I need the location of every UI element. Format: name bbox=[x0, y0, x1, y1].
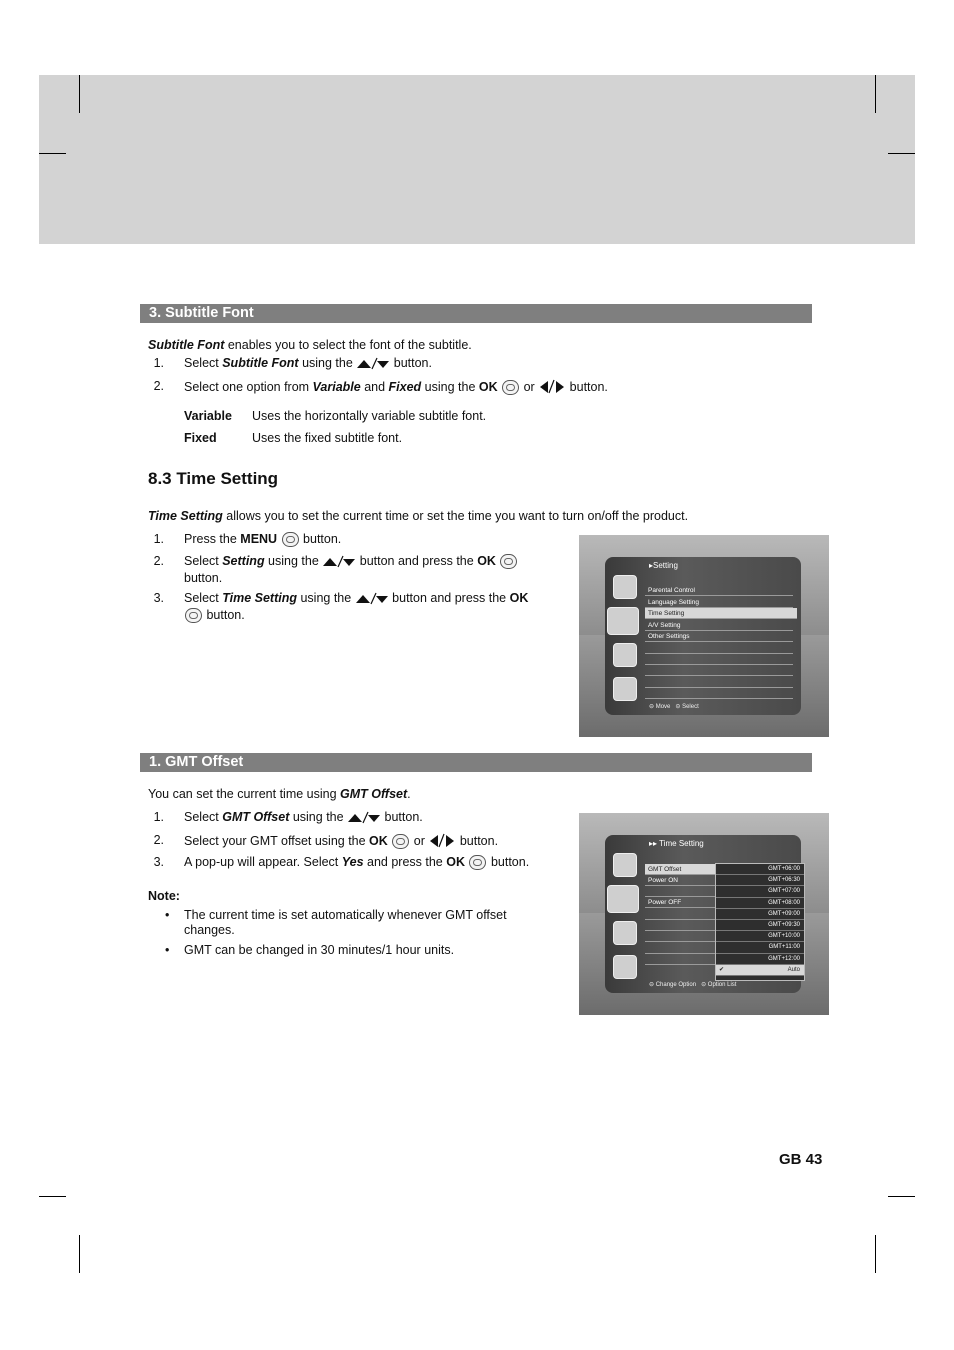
text: and bbox=[360, 380, 389, 394]
tv-screenshot-time-setting bbox=[579, 813, 829, 1015]
tools-icon bbox=[613, 955, 637, 979]
menu-item-time-setting[interactable]: Time Setting bbox=[645, 608, 797, 619]
menu-item-empty bbox=[645, 954, 715, 965]
text: A pop-up will appear. Select bbox=[184, 855, 342, 869]
ok-label: OK bbox=[446, 855, 465, 869]
tv-icon bbox=[613, 643, 637, 667]
bullet-dot: • bbox=[165, 943, 170, 957]
crop-mark bbox=[79, 75, 80, 113]
crop-mark bbox=[79, 1235, 80, 1273]
menu-item-power-off[interactable]: Power OFF bbox=[645, 897, 715, 908]
tv-screenshot-setting-menu bbox=[579, 535, 829, 737]
up-down-arrow-icon bbox=[355, 591, 389, 605]
ok-label: OK bbox=[478, 380, 498, 394]
text: using the bbox=[297, 591, 355, 605]
text: Select bbox=[184, 810, 223, 824]
menu-item-empty bbox=[645, 909, 715, 920]
ok-button-icon bbox=[185, 608, 202, 623]
up-down-arrow-icon bbox=[322, 554, 356, 568]
intro-subtitle-font bbox=[148, 338, 472, 353]
text: Select your GMT offset using the bbox=[184, 834, 370, 848]
option-term-fixed: Fixed bbox=[184, 431, 217, 445]
popup-option[interactable]: GMT+10:00 bbox=[716, 931, 804, 942]
up-down-arrow-icon bbox=[356, 356, 390, 370]
menu-item-other-settings[interactable]: Other Settings bbox=[645, 631, 793, 642]
note-label: Note: bbox=[148, 889, 180, 903]
popup-option[interactable]: GMT+07:00 bbox=[716, 886, 804, 897]
bullet-dot: • bbox=[165, 908, 170, 922]
step-number: 1. bbox=[153, 532, 164, 546]
section-heading-subtitle-font: 3. Subtitle Font bbox=[140, 304, 812, 323]
term: Time Setting bbox=[222, 591, 297, 605]
left-right-arrow-icon bbox=[428, 833, 456, 848]
left-right-arrow-icon bbox=[538, 379, 566, 394]
check-icon: ✔ bbox=[719, 966, 725, 973]
crop-mark bbox=[39, 153, 66, 154]
text: Select bbox=[184, 591, 223, 605]
popup-option[interactable]: GMT+12:00 bbox=[716, 954, 804, 965]
note-bullet-1-continued: changes. bbox=[184, 923, 235, 937]
text: . bbox=[407, 787, 411, 801]
menu-item-empty bbox=[645, 677, 793, 688]
menu-item-power-on[interactable]: Power ON bbox=[645, 875, 715, 886]
step-number: 3. bbox=[153, 591, 164, 605]
text: button. bbox=[487, 855, 530, 869]
ok-button-icon bbox=[500, 554, 517, 569]
tv-icon bbox=[613, 921, 637, 945]
popup-option[interactable]: GMT+11:00 bbox=[716, 942, 804, 953]
parental-icon bbox=[613, 575, 637, 599]
section-title-time-setting: 8.3 Time Setting bbox=[148, 469, 279, 488]
term: Time Setting bbox=[148, 509, 223, 523]
ok-label: OK bbox=[369, 834, 388, 848]
text: using the bbox=[298, 356, 357, 370]
settings-icon bbox=[607, 885, 639, 913]
crop-mark bbox=[875, 75, 876, 113]
term: GMT Offset bbox=[222, 810, 290, 824]
term: Subtitle Font bbox=[148, 338, 225, 352]
step-number: 2. bbox=[153, 554, 164, 568]
menu-item-empty bbox=[645, 920, 715, 931]
screen-title: ▸▸ Time Setting bbox=[649, 839, 704, 848]
ok-button-icon bbox=[392, 834, 409, 849]
term: Fixed bbox=[388, 380, 422, 394]
menu-item-language-setting[interactable]: Language Setting bbox=[645, 597, 793, 608]
step-2-continued: button. bbox=[184, 571, 223, 585]
step-3-continued bbox=[184, 608, 245, 623]
popup-option-label: Auto bbox=[787, 966, 800, 973]
menu-button-icon bbox=[282, 532, 299, 547]
popup-option[interactable]: GMT+09:30 bbox=[716, 920, 804, 931]
text: allows you to set the current time or set the time you want to turn on/off the product. bbox=[222, 509, 689, 523]
text: You can set the current time using bbox=[148, 787, 341, 801]
popup-option[interactable]: GMT+08:00 bbox=[716, 898, 804, 909]
ok-label: OK bbox=[477, 554, 496, 568]
option-term-variable: Variable bbox=[184, 409, 232, 423]
text: and press the bbox=[363, 855, 447, 869]
menu-label: MENU bbox=[240, 532, 278, 546]
term: Subtitle Font bbox=[222, 356, 299, 370]
text: Press the bbox=[184, 532, 241, 546]
menu-item-empty bbox=[645, 886, 715, 897]
popup-option[interactable]: GMT+09:00 bbox=[716, 909, 804, 920]
text: button. bbox=[299, 532, 342, 546]
popup-option[interactable]: GMT+06:00 bbox=[716, 864, 804, 875]
note-bullet-1: The current time is set automatically whenever GMT offset bbox=[184, 908, 507, 922]
text: Select bbox=[184, 356, 223, 370]
text: Select one option from bbox=[184, 380, 313, 394]
ok-button-icon bbox=[469, 855, 486, 870]
intro-gmt-offset bbox=[148, 787, 411, 802]
option-desc-variable: Uses the horizontally variable subtitle font. bbox=[252, 409, 487, 423]
crop-mark bbox=[875, 1235, 876, 1273]
text: using the bbox=[289, 810, 348, 824]
ok-label: OK bbox=[509, 591, 529, 605]
menu-item-parental-control[interactable]: Parental Control bbox=[645, 585, 793, 596]
text: button. bbox=[566, 380, 608, 394]
text: Select bbox=[184, 554, 223, 568]
menu-item-empty bbox=[645, 688, 793, 699]
popup-option-selected[interactable] bbox=[716, 965, 804, 976]
ok-button-icon bbox=[502, 380, 519, 395]
crop-mark bbox=[39, 1196, 66, 1197]
option-desc-fixed: Uses the fixed subtitle font. bbox=[252, 431, 403, 445]
step-number: 1. bbox=[153, 810, 164, 824]
menu-item-empty bbox=[645, 943, 715, 954]
text: using the bbox=[421, 380, 479, 394]
parental-icon bbox=[613, 853, 637, 877]
step-number: 1. bbox=[153, 356, 164, 370]
menu-item-av-setting[interactable]: A/V Setting bbox=[645, 620, 793, 631]
term: Yes bbox=[341, 855, 364, 869]
screen-footer: ⊖ Move ⊝ Select bbox=[649, 704, 699, 710]
gmt-offset-popup[interactable] bbox=[715, 863, 805, 981]
menu-item-empty bbox=[645, 931, 715, 942]
note-bullet-2: GMT can be changed in 30 minutes/1 hour units. bbox=[184, 943, 455, 957]
text: or bbox=[410, 834, 429, 848]
intro-time-setting bbox=[148, 509, 688, 524]
step-number: 3. bbox=[153, 855, 164, 869]
header-band bbox=[39, 75, 915, 244]
term: GMT Offset bbox=[340, 787, 408, 801]
text: or bbox=[520, 380, 539, 394]
text: button. bbox=[456, 834, 499, 848]
text: button. bbox=[390, 356, 432, 370]
menu-item-gmt-offset[interactable]: GMT Offset bbox=[645, 864, 715, 875]
tools-icon bbox=[613, 677, 637, 701]
section-heading-gmt-offset: 1. GMT Offset bbox=[140, 753, 812, 772]
menu-item-empty bbox=[645, 643, 793, 654]
term: Variable bbox=[312, 380, 361, 394]
crop-mark bbox=[888, 153, 915, 154]
step-number: 2. bbox=[153, 379, 164, 393]
step-number: 2. bbox=[153, 833, 164, 847]
text: button. bbox=[203, 608, 245, 622]
crop-mark bbox=[888, 1196, 915, 1197]
popup-option[interactable]: GMT+06:30 bbox=[716, 875, 804, 886]
text: button. bbox=[381, 810, 423, 824]
text: button and press the bbox=[356, 554, 478, 568]
settings-icon bbox=[607, 607, 639, 635]
text: button and press the bbox=[388, 591, 510, 605]
page-number: GB 43 bbox=[779, 1151, 823, 1168]
up-down-arrow-icon bbox=[347, 810, 381, 824]
text: enables you to select the font of the subtitle. bbox=[224, 338, 472, 352]
menu-item-empty bbox=[645, 665, 793, 676]
term: Setting bbox=[222, 554, 265, 568]
menu-item-empty bbox=[645, 654, 793, 665]
screen-footer: ⊖ Change Option ⊝ Option List bbox=[649, 982, 737, 988]
screen-title: ▸Setting bbox=[649, 561, 678, 570]
text: using the bbox=[264, 554, 323, 568]
